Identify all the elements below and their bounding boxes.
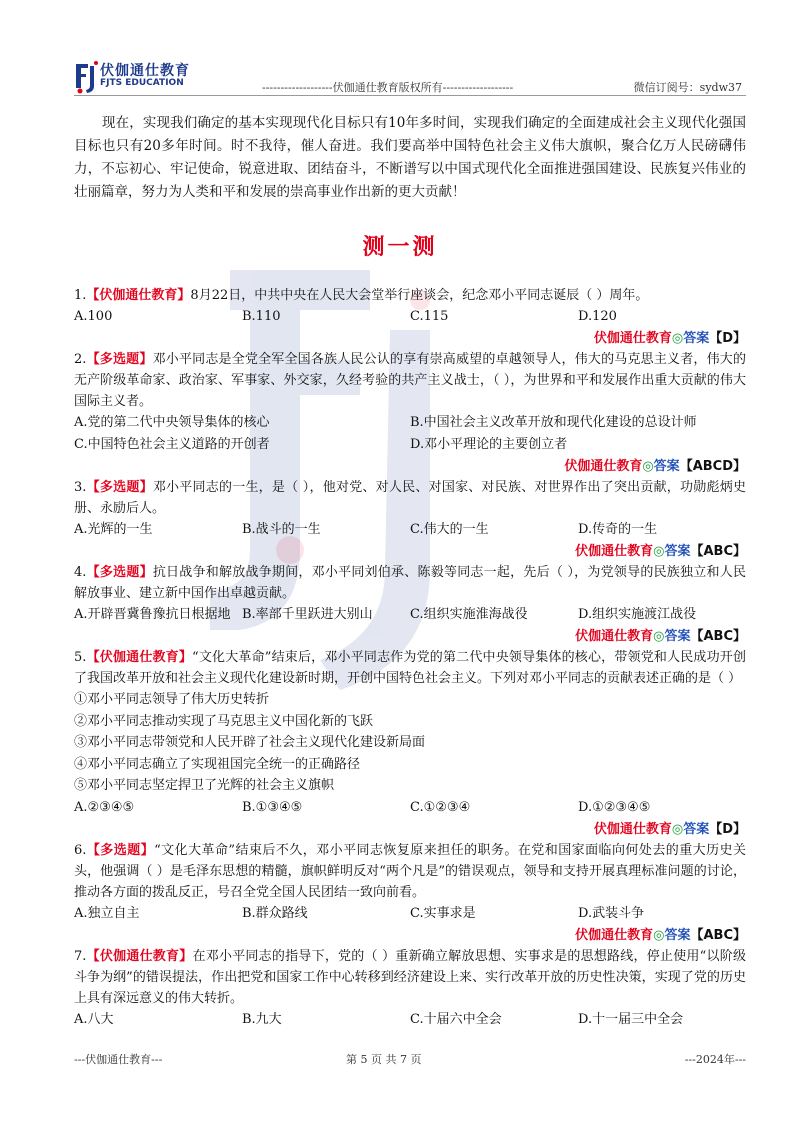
option-b: B.中国社会主义改革开放和现代化建设的总设计师 — [410, 415, 697, 430]
option-a: A.党的第二代中央领导集体的核心 — [74, 415, 270, 430]
question-stem — [74, 349, 746, 412]
answer-value: 【ABC】 — [690, 629, 746, 644]
answer-value: 【ABCD】 — [679, 459, 746, 474]
statement-5: ⑤邓小平同志坚定捍卫了光辉的社会主义旗帜 — [74, 778, 335, 793]
option-b: B.九大 — [242, 1011, 282, 1027]
statement-2: ②邓小平同志推动实现了马克思主义中国化新的飞跃 — [74, 713, 374, 729]
option-list — [74, 434, 746, 456]
option-list — [74, 797, 746, 819]
question-number: 2. — [74, 352, 87, 367]
question-stem — [74, 647, 746, 689]
answer-value: 【ABC】 — [690, 927, 746, 943]
answer-line — [74, 819, 746, 840]
answer-prefix: 伏伽通仕教育 — [575, 629, 654, 644]
option-b: B.110 — [242, 309, 281, 324]
question-tag: 【伏伽通仕教育】 — [86, 650, 193, 665]
question-list — [74, 285, 746, 1031]
option-b: B.①③④⑤ — [242, 799, 303, 815]
answer-label: 答案 — [683, 331, 710, 346]
option-a: A.②③④⑤ — [74, 799, 135, 815]
answer-value: 【D】 — [709, 331, 746, 346]
option-c: C.115 — [410, 309, 449, 324]
option-list — [74, 604, 746, 626]
option-b: B.率部千里跃进大别山 — [242, 607, 373, 622]
logo-english-text: FJTS EDUCATION — [100, 78, 184, 88]
option-list — [74, 1009, 746, 1031]
answer-label: 答案 — [664, 927, 691, 943]
footer-year: ---2024年--- — [684, 1053, 746, 1066]
option-d: D.十一届三中全会 — [578, 1011, 684, 1027]
wechat-id: 微信订阅号：sydw37 — [633, 81, 742, 94]
answer-prefix: 伏伽通仕教育 — [575, 927, 654, 943]
page-header — [74, 60, 746, 96]
question-stem — [74, 946, 746, 1009]
option-list — [74, 306, 746, 328]
question-6 — [74, 840, 746, 946]
statement-4: ④邓小平同志确立了实现祖国完全统一的正确路径 — [74, 756, 361, 772]
option-a: A.开辟晋冀鲁豫抗日根据地 — [74, 607, 231, 622]
logo-chinese-text: 伏伽通仕教育 — [100, 63, 190, 79]
question-tag: 【伏伽通仕教育】 — [86, 288, 191, 303]
question-stem — [74, 562, 746, 604]
answer-label: 答案 — [653, 459, 680, 474]
question-tag: 【多选题】 — [86, 565, 153, 580]
section-title: 测一测 — [362, 234, 438, 260]
question-stem — [74, 840, 746, 903]
question-text: “文化大革命”结束后不久，邓小平同志恢复原来担任的职务。在党和国家面临向何处去的重大历史关头，他强调（ ）是毛泽东思想的精髓，旗帜鲜明反对“两个凡是”的错误观点，领导和支持开展真理标准问题的讨论，推动各方面的拨乱反正，号召全党全国人民团结一致向前看。 — [74, 842, 746, 900]
answer-line — [74, 626, 746, 647]
question-text: “文化大革命”结束后，邓小平同志作为党的第二代中央领导集体的核心，带领党和人民成功开创了我国改革开放和社会主义现代化建设新时期，开创中国特色社会主义。下列对邓小平同志的贡献表述正确的是（ ） — [74, 650, 746, 686]
fj-logo-icon — [74, 60, 100, 94]
answer-prefix: 伏伽通仕教育 — [564, 459, 643, 474]
option-c: C.中国特色社会主义道路的开创者 — [74, 437, 270, 452]
option-d: D.组织实施渡江战役 — [578, 607, 697, 622]
answer-mark-icon: ◎ — [653, 927, 665, 943]
answer-line — [74, 328, 746, 349]
question-4 — [74, 562, 746, 647]
option-d: D.邓小平理论的主要创立者 — [410, 437, 568, 452]
question-tag: 【多选题】 — [86, 842, 155, 858]
option-c: C.伟大的一生 — [410, 522, 489, 537]
question-number: 7. — [74, 948, 87, 964]
answer-label: 答案 — [683, 821, 710, 837]
question-tag: 【多选题】 — [86, 480, 153, 495]
option-d: D.120 — [578, 309, 617, 324]
answer-line — [74, 456, 746, 477]
statement-3: ③邓小平同志带领党和人民开辟了社会主义现代化建设新局面 — [74, 735, 426, 750]
question-3 — [74, 477, 746, 562]
option-a: A.100 — [74, 309, 113, 324]
answer-prefix: 伏伽通仕教育 — [593, 331, 672, 346]
option-c: C.组织实施淮海战役 — [410, 607, 528, 622]
answer-mark-icon: ◎ — [671, 331, 684, 346]
answer-mark-icon: ◎ — [642, 459, 654, 474]
option-d: D.武装斗争 — [578, 905, 645, 921]
answer-mark-icon: ◎ — [653, 544, 665, 559]
answer-label: 答案 — [664, 544, 691, 559]
answer-mark-icon: ◎ — [653, 629, 665, 644]
option-b: B.群众路线 — [242, 905, 308, 921]
question-number: 1. — [74, 288, 87, 303]
question-number: 6. — [74, 842, 87, 858]
option-a: A.八大 — [74, 1011, 114, 1027]
option-c: C.十届六中全会 — [410, 1011, 502, 1027]
option-list — [74, 903, 746, 925]
question-number: 3. — [74, 480, 87, 495]
brand-logo — [74, 60, 234, 94]
question-text: 邓小平同志是全党全军全国各族人民公认的享有崇高威望的卓越领导人，伟大的马克思主义者，伟大的无产阶级革命家、政治家、军事家、外交家，久经考验的共产主义战士，（ ），为世界和平和发展作出重大贡献的伟大国际主义者。 — [74, 352, 746, 409]
answer-prefix: 伏伽通仕教育 — [593, 821, 672, 837]
answer-line — [74, 925, 746, 946]
question-1 — [74, 285, 746, 349]
option-b: B.战斗的一生 — [242, 522, 321, 537]
question-text: 在邓小平同志的指导下，党的（ ）重新确立解放思想、实事求是的思想路线，停止使用“以阶级斗争为纲”的错误提法，作出把党和国家工作中心转移到经济建设上来、实行改革开放的历史性决策，实现了党的历史上具有深远意义的伟大转折。 — [74, 948, 746, 1006]
answer-value: 【ABC】 — [690, 544, 746, 559]
question-text: 8月22日，中共中央在人民大会堂举行座谈会，纪念邓小平同志诞辰（ ）周年。 — [190, 288, 649, 303]
statement-1: ①邓小平同志领导了伟大历史转折 — [74, 692, 270, 707]
header-divider — [74, 95, 746, 96]
option-c: C.实事求是 — [410, 905, 476, 921]
question-stem — [74, 285, 746, 306]
option-c: C.①②③④ — [410, 799, 471, 815]
copyright-notice: -------------------伏伽通仕教育版权所有------------------- — [262, 81, 514, 94]
answer-line — [74, 541, 746, 562]
option-d: D.①②③④⑤ — [578, 799, 651, 815]
option-list — [74, 519, 746, 541]
question-5 — [74, 647, 746, 840]
option-a: A.光辉的一生 — [74, 522, 153, 537]
option-list — [74, 412, 746, 434]
question-tag: 【多选题】 — [86, 352, 153, 367]
question-text: 邓小平同志的一生，是（ ），他对党、对人民、对国家、对民族、对世界作出了突出贡献，功勋彪炳史册、永励后人。 — [74, 480, 746, 516]
question-number: 5. — [74, 650, 87, 665]
question-2 — [74, 349, 746, 477]
question-number: 4. — [74, 565, 87, 580]
page-number: 第 5 页 共 7 页 — [346, 1053, 422, 1066]
answer-label: 答案 — [664, 629, 691, 644]
question-text: 抗日战争和解放战争期间，邓小平同刘伯承、陈毅等同志一起，先后（ ），为党领导的民族独立和人民解放事业、建立新中国作出卓越贡献。 — [74, 565, 746, 601]
question-7 — [74, 946, 746, 1031]
intro-paragraph: 现在，实现我们确定的基本实现现代化目标只有10年多时间，实现我们确定的全面建成社会主义现代化强国目标也只有20多年时间。时不我待，催人奋进。我们要高举中国特色社会主义伟大旗帜，聚合亿万人民磅礴伟力，不忘初心、牢记使命，锐意进取、团结奋斗，不断谱写以中国式现代化全面推进强国建设、民族复兴伟业的壮丽篇章，努力为人类和平和发展的崇高事业作出新的更大贡献！ — [74, 114, 746, 200]
question-stem — [74, 477, 746, 519]
answer-mark-icon: ◎ — [671, 821, 684, 837]
option-d: D.传奇的一生 — [578, 522, 658, 537]
answer-value: 【D】 — [709, 821, 746, 837]
question-tag: 【伏伽通仕教育】 — [86, 948, 193, 964]
option-a: A.独立自主 — [74, 905, 140, 921]
footer-brand: ---伏伽通仕教育--- — [74, 1053, 163, 1066]
answer-prefix: 伏伽通仕教育 — [575, 544, 654, 559]
